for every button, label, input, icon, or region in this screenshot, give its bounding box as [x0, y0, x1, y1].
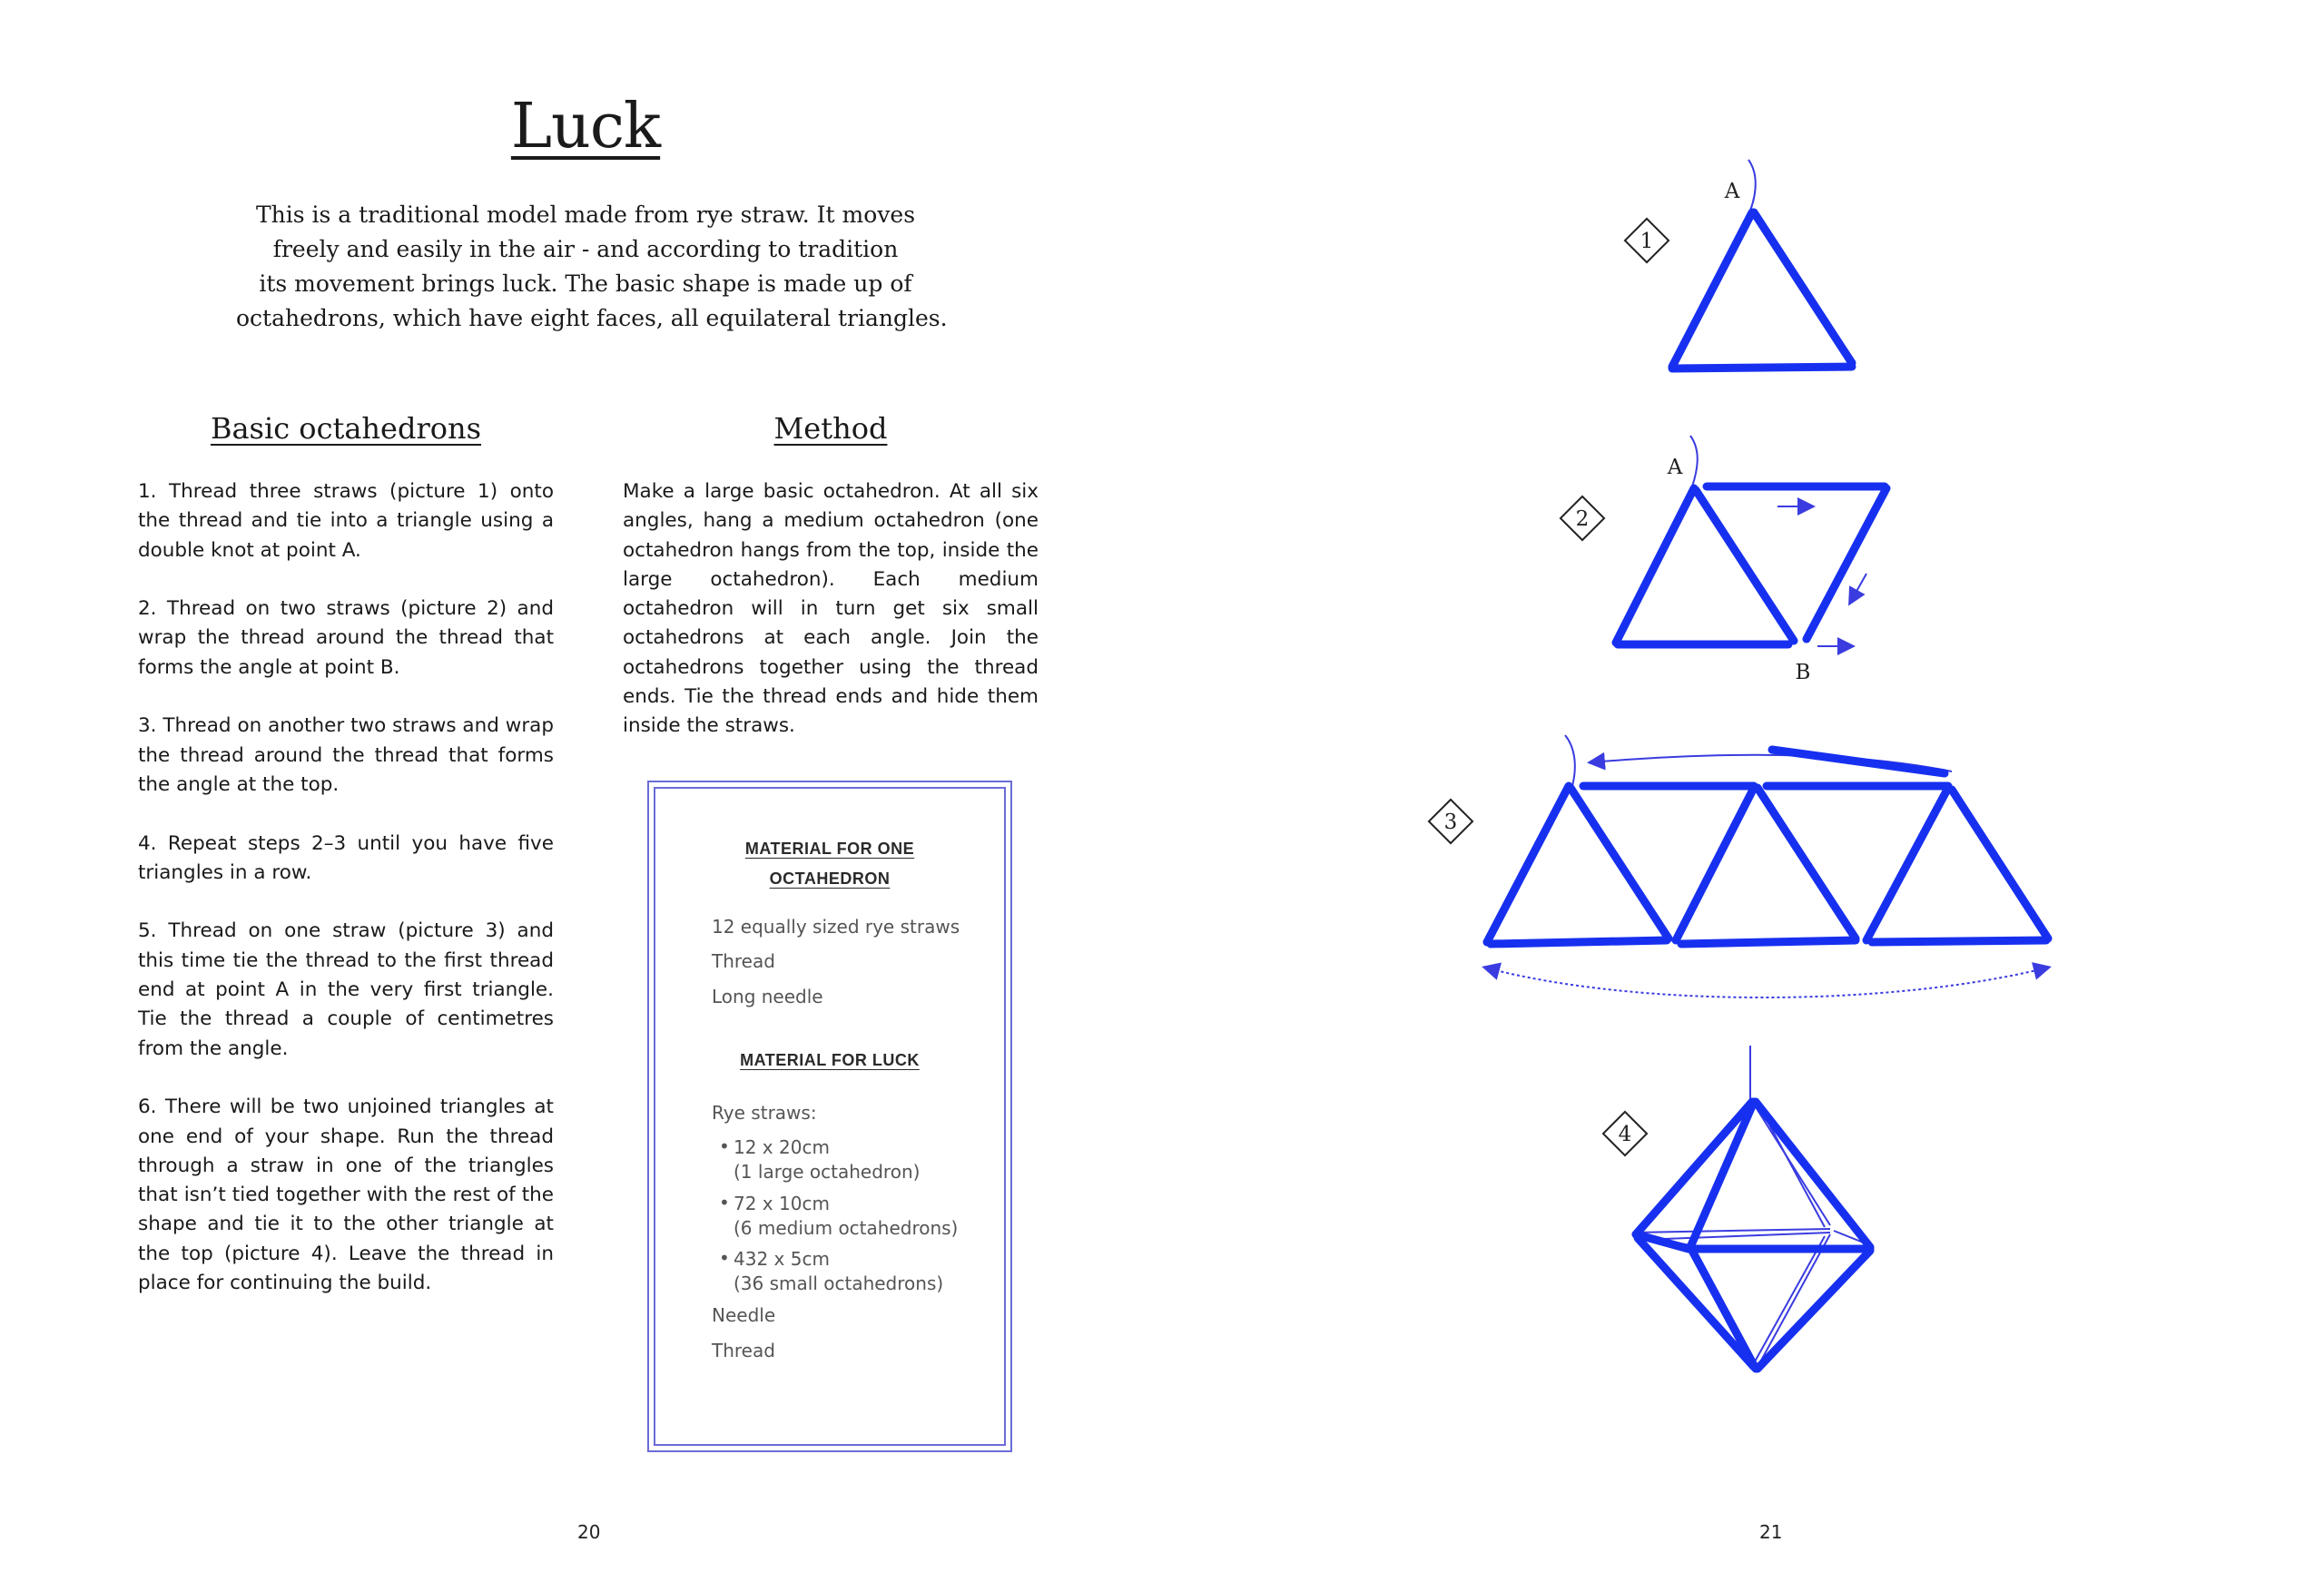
straw-row: [1487, 750, 2048, 944]
step-3: 3. Thread on another two straws and wrap the thread around the thread that forms the angle at the top.: [138, 714, 554, 796]
page-number-right: 21: [1759, 1521, 1783, 1543]
material-needle: Needle: [712, 1304, 776, 1326]
method-text: Make a large basic octahedron. At all six angles, hang a medium octahedron (one octahedron hangs from the top, inside the large octahedron). Each medium octahedron will in turn get six small octahedrons at each angle. Join the octahedrons together using the thread ends. Tie the thread ends and hide them inside the straws.: [623, 480, 1039, 738]
material-item: 12 equally sized rye straws: [712, 916, 960, 938]
material-one-heading-line1: MATERIAL FOR ONE: [744, 840, 915, 858]
step-4: 4. Repeat steps 2–3 until you have five triangles in a row.: [138, 831, 554, 884]
intro-paragraph: [236, 198, 948, 336]
bullet-icon: •: [719, 1192, 730, 1213]
step-4-diagram: [1603, 1046, 1870, 1369]
step-5: 5. Thread on one straw (picture 3) and this time tie the thread to the first thread end at point A in the very first triangle. Tie the thread a couple of centimetres from the angle.: [138, 919, 554, 1060]
step-1: 1. Thread three straws (picture 1) onto the thread and tie into a triangle using a double knot at point A.: [138, 480, 554, 562]
material-one-heading-line2: OCTAHEDRON: [769, 870, 891, 888]
step-badge-label: 3: [1443, 811, 1458, 834]
straw-note: (1 large octahedron): [734, 1161, 921, 1183]
intro-line: This is a traditional model made from rye straw. It moves: [255, 201, 916, 228]
step-badge-4: [1603, 1112, 1647, 1155]
step-2-diagram: [1561, 436, 1886, 684]
material-item: Long needle: [712, 986, 823, 1007]
intro-line: its movement brings luck. The basic shape is made up of: [259, 270, 912, 297]
straw-note: (36 small octahedrons): [734, 1272, 944, 1294]
steps-column: [138, 477, 554, 1328]
materials-box: [647, 781, 1012, 1452]
straw-triangle: [1672, 212, 1852, 368]
direction-arrow: [1850, 574, 1866, 603]
basic-octahedrons-heading: Basic octahedrons: [210, 411, 482, 446]
point-b-label: B: [1795, 661, 1811, 684]
step-badge-label: 1: [1640, 230, 1654, 253]
step-badge-1: [1625, 219, 1669, 262]
closing-arc: [1485, 968, 2048, 997]
assembly-diagram: [1171, 0, 2324, 1572]
thread-end: [1690, 436, 1698, 486]
method-heading: Method: [773, 411, 888, 446]
page-title: Luck: [510, 91, 661, 162]
step-badge-2: [1561, 496, 1604, 540]
octahedron-back-edges: [1634, 1103, 1870, 1369]
thread-end: [1565, 735, 1575, 786]
step-6: 6. There will be two unjoined triangles at one end of your shape. Run the thread through a straw in one of the triangles that isn’t tied together with the rest of the shape and tie it to the other triangle at the top (picture 4). Leave the thread in place for continuing the build.: [138, 1095, 554, 1295]
point-a-label: A: [1724, 180, 1740, 203]
straw-pair: [1616, 486, 1886, 644]
material-item: Thread: [712, 950, 775, 972]
straw-size: 432 x 5cm: [734, 1248, 830, 1270]
straw-note: (6 medium octahedrons): [734, 1217, 959, 1239]
page-number-left: 20: [577, 1521, 601, 1543]
step-badge-3: [1429, 800, 1472, 843]
step-badge-label: 4: [1618, 1123, 1632, 1146]
intro-line: octahedrons, which have eight faces, all equilateral triangles.: [236, 305, 948, 331]
point-a-label: A: [1667, 456, 1683, 479]
step-2: 2. Thread on two straws (picture 2) and wrap the thread around the thread that forms the angle at point B.: [138, 597, 554, 679]
method-column: [623, 477, 1039, 771]
step-1-diagram: [1625, 160, 1852, 368]
material-luck-heading: MATERIAL FOR LUCK: [740, 1051, 920, 1069]
step-3-diagram: [1429, 735, 2048, 997]
step-badge-label: 2: [1575, 507, 1590, 531]
straw-size: 12 x 20cm: [734, 1136, 830, 1158]
material-thread: Thread: [712, 1340, 775, 1361]
straw-size: 72 x 10cm: [734, 1193, 830, 1214]
intro-line: freely and easily in the air - and according to tradition: [272, 236, 899, 262]
rye-straws-label: Rye straws:: [712, 1102, 817, 1124]
bullet-icon: •: [719, 1247, 730, 1269]
thread-end: [1748, 160, 1756, 211]
bullet-icon: •: [719, 1135, 730, 1157]
